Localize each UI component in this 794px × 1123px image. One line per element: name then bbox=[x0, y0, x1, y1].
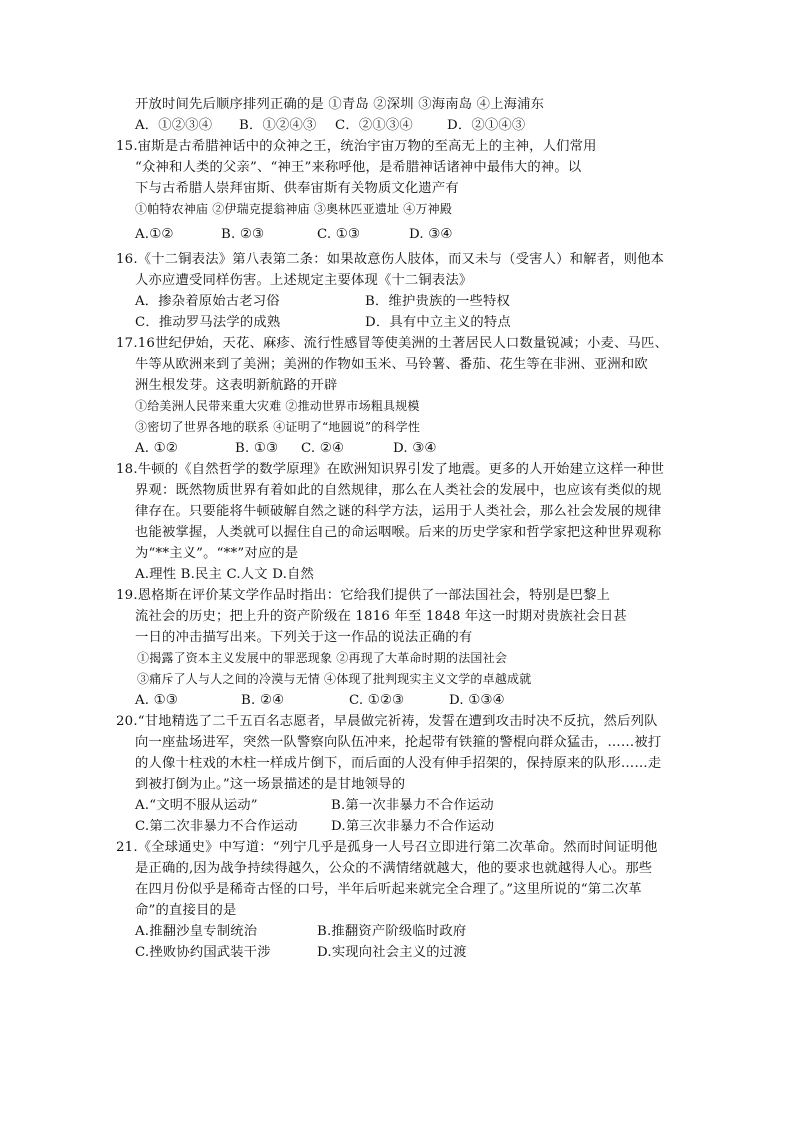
q21-options-row1 bbox=[116, 921, 714, 942]
q14-options bbox=[116, 115, 714, 136]
q20-stem-line: 向一座盐场进军，突然一队警察向队伍冲来，抡起带有铁箍的警棍向群众猛击，……被打 bbox=[135, 735, 662, 750]
q17-items: ①给美洲人民带来重大灾难 ②推动世界市场粗具规模 bbox=[135, 399, 420, 413]
q16-option-a: A．掺杂着原始古老习俗 bbox=[135, 294, 280, 309]
q20-options-row2 bbox=[116, 816, 714, 837]
q17-option-a: A. ①② bbox=[135, 441, 178, 456]
q18-options: A.理性 B.民主 C.人文 D.自然 bbox=[135, 567, 315, 582]
q19-items: ③痛斥了人与人之间的冷漠与无情 ④体现了批判现实主义文学的卓越成就 bbox=[137, 672, 532, 686]
q15-option-a: A.①② bbox=[135, 227, 174, 242]
q19-stem-line: 一日的冲击描写出来。下列关于这一作品的说法正确的有 bbox=[135, 630, 473, 645]
q14-stem: 开放时间先后顺序排列正确的是 ①青岛 ②深圳 ③海南岛 ④上海浦东 bbox=[135, 97, 545, 112]
q15-stem-line: “众神和人类的父亲”、“神王”来称呼他，是希腊神话诸神中最伟大的神。以 bbox=[135, 160, 582, 175]
q18-stem-line: 18.牛顿的《自然哲学的数学原理》在欧洲知识界引发了地震。更多的人开始建立这样一种世 bbox=[116, 462, 665, 477]
q19-option-b: B. ②④ bbox=[241, 693, 285, 708]
q14-option-c: C．②①③④ bbox=[335, 118, 413, 133]
q21-options-row2 bbox=[116, 942, 714, 963]
q16-option-d: D．具有中立主义的特点 bbox=[365, 315, 511, 330]
q17-stem-line: 洲生根发芽。这表明新航路的开辟 bbox=[135, 378, 338, 393]
q17-stem-line: 牛等从欧洲来到了美洲；美洲的作物如玉米、马铃薯、番茄、花生等在非洲、亚洲和欧 bbox=[135, 357, 648, 372]
q20-option-a: A.“文明不服从运动” bbox=[135, 798, 258, 813]
q20-options-row1 bbox=[116, 795, 714, 816]
q14-option-a: A．①②③④ bbox=[135, 118, 213, 133]
q20-stem-line: 的人像十柱戏的木柱一样成片倒下，而后面的人没有伸手招架的，保持原来的队形……走 bbox=[135, 756, 662, 771]
q21-stem-line: 在四月份似乎是稀奇古怪的口号，半年后听起来就完全合理了。”这里所说的“第二次革 bbox=[135, 882, 642, 897]
q21-stem-line: 是正确的,因为战争持续得越久，公众的不满情绪就越大，他的要求也就越得人心。那些 bbox=[135, 861, 653, 876]
q16-option-b: B．维护贵族的一些特权 bbox=[365, 294, 510, 309]
q19-options bbox=[116, 690, 714, 711]
q16-options-row1 bbox=[116, 291, 714, 312]
q19-items: ①揭露了资本主义发展中的罪恶现象 ②再现了大革命时期的法国社会 bbox=[137, 651, 508, 665]
q20-option-d: D.第三次非暴力不合作运动 bbox=[331, 819, 495, 834]
q19-stem-line: 19.恩格斯在评价某文学作品时指出：它给我们提供了一部法国社会，特别是巴黎上 bbox=[116, 588, 611, 603]
q15-stem-line: 下与古希腊人崇拜宙斯、供奉宙斯有关物质文化遗产有 bbox=[135, 181, 459, 196]
q16-option-c: C．推动罗马法学的成熟 bbox=[135, 315, 281, 330]
q17-items: ③密切了世界各地的联系 ④证明了“地圆说”的科学性 bbox=[135, 420, 421, 434]
q14-option-b: B．①②④③ bbox=[239, 118, 317, 133]
q15-option-d: D. ③④ bbox=[409, 227, 453, 242]
q18-stem-line: 为“**主义”。“**”对应的是 bbox=[135, 546, 299, 561]
q18-stem-line: 界观：既然物质世界有着如此的自然规律，那么在人类社会的发展中，也应该有类似的规 bbox=[135, 483, 662, 498]
q18-stem-line: 律存在。只要能将牛顿破解自然之谜的科学方法，运用于人类社会，那么社会发展的规律 bbox=[135, 504, 662, 519]
q15-option-b: B. ②③ bbox=[221, 227, 265, 242]
q18-stem-line: 也能被掌握，人类就可以握住自己的命运咽喉。后来的历史学家和哲学家把这种世界观称 bbox=[135, 525, 662, 540]
q17-option-d: D. ③④ bbox=[393, 441, 437, 456]
q20-stem-line: 20.“甘地精选了二千五百名志愿者，早晨做完祈祷，发誓在遭到攻击时决不反抗，然后列队 bbox=[116, 714, 658, 729]
q15-options bbox=[116, 224, 714, 245]
q21-stem-line: 21.《全球通史》中写道：“列宁几乎是孤身一人号召立即进行第二次革命。然而时间证明他 bbox=[116, 840, 658, 855]
q19-option-d: D. ①③④ bbox=[449, 693, 505, 708]
q21-option-c: C.挫败协约国武装干涉 bbox=[135, 945, 271, 960]
q17-option-c: C. ②④ bbox=[301, 441, 344, 456]
q15-option-c: C. ①③ bbox=[317, 227, 360, 242]
q17-options bbox=[116, 438, 714, 459]
q21-option-b: B.推翻资产阶级临时政府 bbox=[317, 924, 467, 939]
q16-stem-line: 人亦应遭受同样伤害。上述规定主要体现《十二铜表法》 bbox=[135, 273, 473, 288]
q20-stem-line: 到被打倒为止。”这一场景描述的是甘地领导的 bbox=[135, 777, 406, 792]
q15-stem-line: 15.宙斯是古希腊神话中的众神之王，统治宇宙万物的至高无上的主神，人们常用 bbox=[116, 139, 597, 154]
q15-items: ①帕特农神庙 ②伊瑞克提翁神庙 ③奥林匹亚遗址 ④万神殿 bbox=[135, 202, 453, 216]
q19-option-c: C. ①②③ bbox=[349, 693, 405, 708]
q19-stem-line: 流社会的历史；把上升的资产阶级在 1816 年至 1848 年这一时期对贵族社会日甚 bbox=[135, 609, 627, 624]
q17-option-b: B. ①③ bbox=[235, 441, 279, 456]
q14-option-d: D．②①④③ bbox=[447, 118, 526, 133]
q20-option-c: C.第二次非暴力不合作运动 bbox=[135, 819, 298, 834]
q20-option-b: B.第一次非暴力不合作运动 bbox=[331, 798, 494, 813]
q21-option-d: D.实现向社会主义的过渡 bbox=[317, 945, 467, 960]
q16-options-row2 bbox=[116, 312, 714, 333]
q19-option-a: A. ①③ bbox=[135, 693, 178, 708]
q17-stem-line: 17.16世纪伊始，天花、麻疹、流行性感冒等使美洲的土著居民人口数量锐减；小麦、马匹、 bbox=[116, 336, 668, 351]
q21-option-a: A.推翻沙皇专制统治 bbox=[135, 924, 258, 939]
q16-stem-line: 16.《十二铜表法》第八表第二条：如果故意伤人肢体，而又未与（受害人）和解者，则他本 bbox=[116, 252, 665, 267]
q21-stem-line: 命”的直接目的是 bbox=[135, 903, 237, 918]
